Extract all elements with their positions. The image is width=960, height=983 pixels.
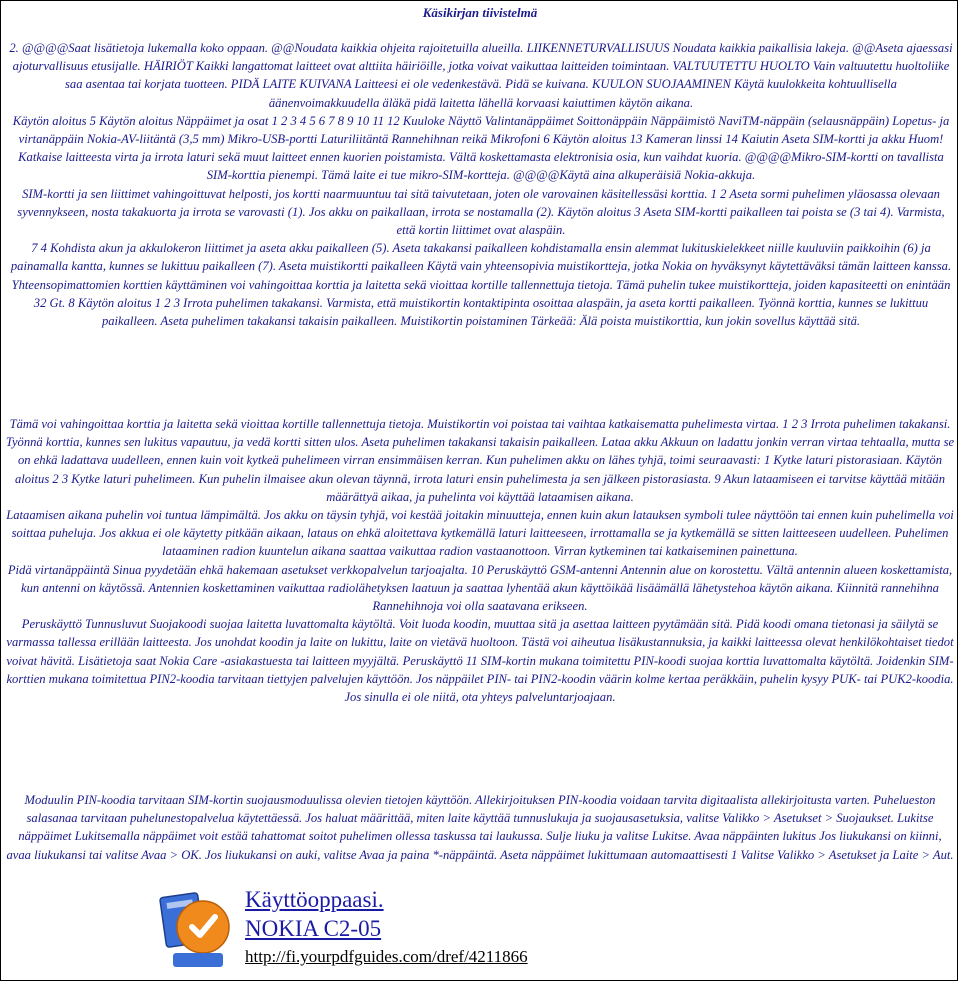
paragraph: Lataamisen aikana puhelin voi tuntua lämpimältä. Jos akku on täysin tyhjä, voi kestää joitakin minuutteja, ennen kuin akun latauksen symboli tulee näyttöön tai ennen kuin puhelimella voi soittaa puheluja. Jos akkua ei ole käytetty pitkään aikaan, lataus on ehkä aloitettava kytkemällä laturi laitteeseen, irrottamalla se ja kytkemällä se sitten laitteeseen uudelleen. Puhelimen lataaminen radion kuuntelun aikana saattaa vaikuttaa radion vastaanottoon. Virran kytkeminen tai katkaiseminen painettuna. — [6, 508, 954, 559]
user-guide-link[interactable]: Käyttöoppaasi. — [245, 887, 384, 912]
paragraph: 2. @@@@Saat lisätietoja lukemalla koko oppaan. @@Noudata kaikkia ohjeita rajoitetuilla alueilla. LIIKENNETURVALLISUUS Noudata kaikkia paikallisia lakeja. @@Aseta ajaessasi ajoturvallisuus etusijalle. HÄIRIÖT Kaikki langattomat laitteet ovat alttiita häiriöille, jotka voivat vaikuttaa laitteiden toimintaan. VALTUUTETTU HUOLTO Vain valtuutettu huoltoliike saa asentaa tai korjata tuotteen. PIDÄ LAITE KUIVANA Laitteesi ei ole vedenkestävä. Pidä se kuivana. KUULON SUOJAAMINEN Käytä kuulokkeita kohtuullisella äänenvoimakkuudella äläkä pidä laitetta lähellä korvaasi kaiuttimen käytön aikana. — [9, 41, 953, 110]
text-block-3 — [5, 791, 955, 864]
paragraph: Moduulin PIN-koodia tarvitaan SIM-kortin suojausmoduulissa olevien tietojen käyttöön. Allekirjoituksen PIN-koodia voidaan tarvita digitaalista allekirjoitusta varten. Puhelueston salasanaa tarvitaan puhelunestopalvelua käytettäessä. Jos haluat määrittää, miten laite käyttää tunnuslukuja ja suojausasetuksia, valitse Valikko > Asetukset > Suojaukset. Lukitse näppäimet Lukitsemalla näppäimet voit estää tahattomat soitot puhelimen ollessa taskussa tai laukussa. Sulje liuku ja valitse Lukitse. Avaa näppäinten lukitus Jos liukukansi on kiinni, avaa liukukansi tai valitse Avaa > OK. Jos liukukansi on auki, valitse Avaa ja paina *-näppäintä. Aseta näppäimet lukittumaan automaattisesti 1 Valitse Valikko > Asetukset ja Laite > Aut. — [6, 793, 954, 862]
text-block-1 — [9, 39, 953, 330]
model-link[interactable]: NOKIA C2-05 — [245, 916, 382, 941]
paragraph: 7 4 Kohdista akun ja akkulokeron liittimet ja aseta akku paikalleen (5). Aseta takakansi paikalleen kohdistamalla ensin alemmat lukituskielekkeet niille kuuluviin paikkoihin (6) ja painamalla kantta, kunnes se lukittuu paikalleen (7). Aseta muistikortti paikalleen Käytä vain yhteensopivia muistikortteja, jotka Nokia on hyväksynyt käytettäväksi tämän laitteen kanssa. Yhteensopimattomien korttien käyttäminen voi vahingoittaa korttia ja laitetta sekä vioittaa kortille tallennettuja tietoja. Tämä puhelin tukee muistikortteja, joiden kapasiteetti on enintään 32 Gt. 8 Käytön aloitus 1 2 3 Irrota puhelimen takakansi. Varmista, että muistikortin kontaktipinta osoittaa alaspäin, ja aseta kortti paikalleen. Työnnä korttia, kunnes se lukittuu paikalleen. Aseta puhelimen takakansi takaisin paikalleen. Muistikortin poistaminen Tärkeää: Älä poista muistikorttia, kun jokin sovellus käyttää sitä. — [10, 241, 952, 329]
paragraph: Tämä voi vahingoittaa korttia ja laitetta sekä vioittaa kortille tallennettuja tietoja. Muistikortin voi poistaa tai vaihtaa katkaisematta puhelimesta virtaa. 1 2 3 Irrota puhelimen takakansi. Työnnä korttia, kunnes sen lukitus vapautuu, ja vedä kortti sitten ulos. Aseta puhelimen takakansi takaisin paikalleen. Lataa akku Akkuun on ladattu jonkin verran virtaa tehtaalla, mutta se on ehkä ladattava uudelleen, ennen kuin voit kytkeä puhelimeen virran ensimmäisen kerran. Kun puhelimen akku on lähes tyhjä, toimi seuraavasti: 1 Kytke laturi pistorasiaan. Käytön aloitus 2 3 Kytke laturi puhelimeen. Kun puhelin ilmaisee akun olevan täynnä, irrota laturi ensin puhelimesta ja sen jälkeen pistorasiasta. 9 Akun lataamiseen ei tarvitse käyttää mitään määrättyä aikaa, ja puhelinta voi käyttää lataamisen aikana. — [5, 417, 955, 504]
paragraph: SIM-kortti ja sen liittimet vahingoittuvat helposti, jos kortti naarmuuntuu tai sitä taivutetaan, joten ole varovainen käsitellessäsi korttia. 1 2 Aseta sormi puhelimen yläosassa olevaan syvennykseen, nosta takakuorta ja irrota se varovasti (1). Jos akku on paikallaan, irrota se nostamalla (2). Käytön aloitus 3 Aseta SIM-kortti paikalleen tai poista se (3 tai 4). Varmista, että kortin liittimet ovat alaspäin. — [17, 186, 945, 238]
guide-url-link[interactable]: http://fi.yourpdfguides.com/dref/4211866 — [245, 947, 528, 966]
text-block-2 — [5, 415, 955, 706]
page-title: Käsikirjan tiivistelmä — [422, 5, 538, 20]
paragraph: Käytön aloitus 5 Käytön aloitus Näppäimet ja osat 1 2 3 4 5 6 7 8 9 10 11 12 Kuuloke Näyttö Valintanäppäimet Soittonäppäin Näppäimistö NaviTM-näppäin (selausnäppäin) Lopetus- ja virtanäppäin Nokia-AV-liitäntä (3,5 mm) Mikro-USB-portti Laturiliitäntä Rannehihnan reikä Mikrofoni 6 Käytön aloitus 13 Kameran linssi 14 Kaiutin Aseta SIM-kortti ja akku Huom! Katkaise laitteesta virta ja irrota laturi sekä muut laitteet ennen kuorien poistamista. Vältä koskettamasta elektronisia osia, kun vaihdat kuoria. @@@@Mikro-SIM-kortti on tavallista SIM-korttia pienempi. Tämä laite ei tue mikro-SIM-kortteja. @@@@Käytä aina alkuperäisiä Nokia-akkuja. — [12, 113, 950, 183]
footer-links — [245, 885, 528, 970]
guide-logo-icon — [159, 881, 235, 973]
paragraph: Peruskäyttö Tunnusluvut Suojakoodi suojaa laitetta luvattomalta käytöltä. Voit luoda koodin, muuttaa sitä ja asettaa laitteen pyytämään sitä. Pidä koodi omana tietonasi ja säilytä se varmassa tallessa erillään laitteesta. Jos unohdat koodin ja laite on lukittu, laite on vietävä huoltoon. Tästä voi aiheutua lisäkustannuksia, ja kaikki laitteessa olevat henkilökohtaiset tiedot voivat hävitä. Lisätietoja saat Nokia Care -asiakastuesta tai laitteen myyjältä. Peruskäyttö 11 SIM-kortin mukana toimitettu PIN-koodi suojaa korttia luvattomalta käytöltä. Joidenkin SIM-korttien mukana toimitettua PIN2-koodia tarvitaan tiettyjen palvelujen käyttöön. Jos näppäilet PIN- tai PIN2-koodin väärin kolme kertaa peräkkäin, puhelin kysyy PUK- tai PUK2-koodia. Jos sinulla ei ole niitä, ota yhteys palveluntarjoajaan. — [6, 617, 954, 705]
paragraph: Pidä virtanäppäintä Sinua pyydetään ehkä hakemaan asetukset verkkopalvelun tarjoajalta. 10 Peruskäyttö GSM-antenni Antennin alue on korostettu. Vältä antennin alueen koskettamista, kun antenni on käytössä. Antennien koskettaminen vaikuttaa radiolähetyksen laatuun ja saattaa lyhentää akun käyttöikää lisäämällä lähetystehoa käytön aikana. Kiinnitä rannehihna Rannehihnoja voi olla saatavana erikseen. — [7, 562, 953, 614]
